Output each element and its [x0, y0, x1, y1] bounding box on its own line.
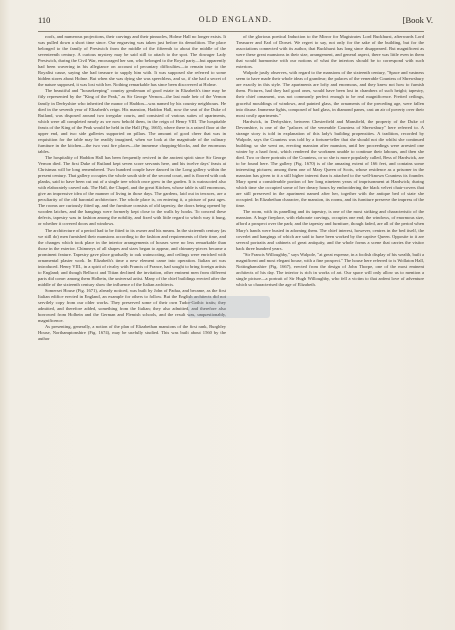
paragraph: The room, with its panelling and its tapestry, is one of the most striking and characteristic of the mansion. A huge fireplace, with elaborate carvings, occupies one end; the windows, of enormous size, afford a prospect over the park; and the tapestry and furniture, though faded, are all of the period when Mary's hands were busied in adorning them. The chief interest, however, centres in the bed itself, the coverlet and hangings of which are said to have been worked by the captive Queen. Opposite to it are several portraits and cabinets of great antiquity, and the whole forms a scene that carries the visitor back three hundred years. — [236, 209, 424, 251]
paragraph: As presenting, generally, a notion of the plan of Elizabethan mansions of the first rank, Burghley House, Northamptonshire (Fig. 1674), may be usefully studied. This was built about 1560 by the author — [38, 324, 226, 342]
right-text-column — [236, 34, 424, 617]
running-title: OLD ENGLAND. — [198, 15, 273, 24]
left-text-column — [38, 34, 226, 617]
header-rule — [38, 31, 424, 32]
paragraph: roofs, and numerous projections, their carvings and their pinnacles, Holme Hall no longer exists. It was pulled down a short time since. Our engraving was taken just before its demolition. The place belonged to the family of Prestwich from the middle of the fifteenth to about the middle of the seventeenth century. A curious mystery may be said still to attach to the spot. The dowager Lady Prestwich, during the Civil War, encouraged her son, who belonged to the Royal party—but apparently had been wavering in his allegiance on account of pecuniary difficulties—to remain true to the Royalist cause, saying she had treasure to supply him with. It was supposed she referred to some hidden stores about Holme. But when she was dying she was speechless, and so, if she had a secret of the nature supposed, it was lost with her. Nothing remarkable has since been discovered at Holme. — [38, 34, 226, 88]
book-marker: [Book V. — [402, 15, 433, 25]
paragraph: The architecture of a period had to be fitted to its owner and his means. In the sixteenth century (as we still do) men furnished their mansions according to the fashion and requirements of their time, and the changes which took place in the interior arrangements of houses were no less remarkable than those in the exterior. Chimneys of all shapes and sizes began to appear, and chimney-pieces became a prominent feature. Tapestry gave place gradually to oak wainscoting, and ceilings were enriched with ornamental plaster work. In Elizabeth's time a new element came into operation. Italian art was introduced. Henry VIII., in a spirit of rivalry with Francis of France, had sought to bring foreign artists to England; and though Bellucci and Titian declined the invitation, other eminent men from different parts did come: among them Holbein, the universal artist. Many of the chief buildings erected after the middle of the sixteenth century show the influence of the Italian architects. — [38, 227, 226, 287]
paragraph: Walpole justly observes, with regard to the mansions of the sixteenth century, "Space and vastness seem to have made their whole ideas of grandeur; the palaces of the venerable Countess of Shrewsbury are exactly in this style. The apartments are lofty and enormous, and they knew not how to furnish them. Pictures, had they had good ones, would have been lost in chambers of such height; tapestry, their chief ornament, was not commonly perfect enough to be real magnificence. Fretted ceilings, graceful mouldings of windows, and painted glass, the ornaments of the preceding age, were fallen into disuse. Immense lights, composed of bad glass, in diamond panes, cast an air of poverty over their most costly apartments." — [236, 70, 424, 118]
paragraph: Hardwick, in Derbyshire, between Chesterfield and Mansfield, the property of the Duke of Devonshire, is one of the "palaces of the venerable Countess of Shrewsbury" here referred to. A strange story is told in explanation of this lady's building propensities. A tradition, recorded by Walpole, says the Countess was told by a fortune-teller that she should not die whilst she continued building; so she went on, erecting mansion after mansion, until her proceedings were arrested one winter by a hard frost, which rendered the workmen unable to continue their labours, and then she died. Two or three portraits of the Countess, or so she is more popularly called, Bess of Hardwick, are to be found here. The gallery (Fig. 1670) is of the amazing extent of 166 feet, and contains some interesting pictures; among them one of Mary Queen of Scots, whose residence as a prisoner in the mansion has given to it a still higher interest than is attached to the well-known Countess its founder. Mary spent a considerable portion of her long nineteen years of imprisonment at Hardwick; during which time she occupied some of her dreary hours by embroidering the black velvet chair-covers that are still preserved in the apartment named after her, together with the antique bed of state she occupied. In Elizabethan character, the mansion, its rooms, and its furniture preserve the impress of the time. — [236, 118, 424, 209]
paragraph: The hospitality of Haddon Hall has been frequently revived in the ancient spirit since Sir George Vernon died. The first Duke of Rutland kept seven score servants here, and his twelve days' feasts at Christmas will be long remembered. Two hundred couple have danced in the Long gallery within the present century. That gallery occupies the whole south side of the second court, and is floored with oak planks, said to have been cut out of a single tree which once grew in the garden. It is wainscoted also with elaborately carved oak. The Hall, the Chapel, and the great Kitchen, whose table is still enormous, give an impressive idea of the manner of living in those days. The gardens, laid out in terraces, are a peculiarity of the old baronial architecture. The whole place is, on entering it, a picture of past ages. The rooms are curiously fitted up, and the furniture consists of old tapestry, the doors being opened by wooden latches, and the hangings were formerly kept close to the walls by hooks. To conceal these defects, tapestry was in fashion among the nobility, and fixed with little regard to which way it hung, or whether it covered doors and windows. — [38, 154, 226, 227]
page-number: 110 — [38, 15, 51, 25]
faint-watermark — [188, 296, 270, 318]
page-header — [38, 15, 433, 27]
paragraph: The beautiful and "housekeeping" country gentleman of good estate in Elizabeth's time may be fitly represented by the "King of the Peak," as Sir George Vernon—the last male heir of the Vernon family in Derbyshire who inherited the manor of Haddon—was named by his country neighbours. He died in the seventh year of Elizabeth's reign. His mansion, Haddon Hall, now the seat of the Duke of Rutland, was disposed around two irregular courts, and consisted of various suites of apartments, which were all completed nearly as we now behold them, in the reign of Henry VIII. The hospitable feasts of the King of the Peak would be held in the Hall (Fig. 1665), where there is a raised floor at the upper end, and two side galleries supported on pillars. The amount of good cheer that was in requisition for the table may be readily imagined, when we look at the magnitude of the culinary furniture in the kitchen—the two vast fire places—the immense chopping-blocks, and the enormous tables. — [38, 88, 226, 154]
paragraph: "Sir Francis Willoughby," says Walpole, "at great expense, in a foolish display of his wealth, built a magnificent and most elegant house, with a fine prospect." The house here referred to is Wollaton Hall, Nottinghamshire (Fig. 1667), erected from the design of John Thorpe, one of the most eminent architects of his day. The interior is rich in works of art. Our space will only allow us to mention a single picture—a portrait of Sir Hugh Willoughby, who fell a victim to that ardent love of adventure which so characterised the age of Elizabeth. — [236, 251, 424, 287]
paragraph: of the glorious poetical Induction to the Mirror for Magistrates Lord Buckhurst, afterwards Lord Treasurer and Earl of Dorset. We regret to say, not only for the sake of the building, but for the associations connected with its author, that Buckhurst has long since disappeared. But magnificent as were these great mansions in their size, arrangement, and general aspect, there was little even in them that would harmonise with our notions of what the interiors should be to correspond with such exteriors. — [236, 34, 424, 70]
paragraph: Somerset House (Fig. 1671), already noticed, was built by John of Padua, and became, as the first Italian edifice erected in England, an example for others to follow. But the English architects did not servilely copy from our older works. They preserved some of their own Tudor-Gothic traits; they admitted, and therefore added, something from the Italian; they also admitted, and therefore also borrowed from Holbein and the German and Flemish schools, and the result was, unquestionably, magnificence. — [38, 287, 226, 324]
